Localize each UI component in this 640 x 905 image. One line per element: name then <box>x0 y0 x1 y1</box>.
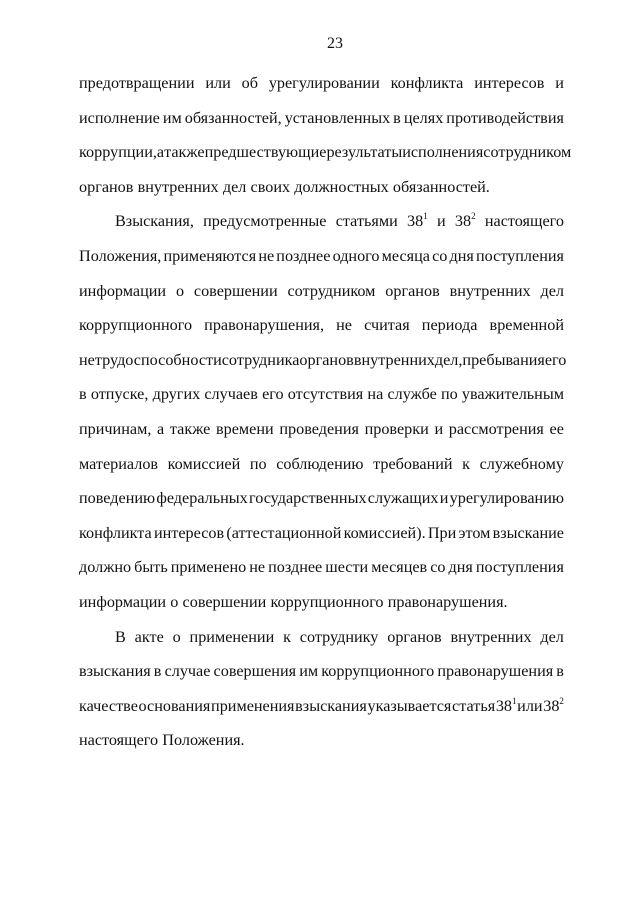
word: своих <box>250 177 291 196</box>
word: исполнения <box>402 143 484 162</box>
text-line <box>79 592 564 627</box>
word: внутренних <box>137 177 219 196</box>
word: указывается <box>367 696 452 715</box>
word: обязанностей. <box>392 177 490 196</box>
word: уважительным <box>461 385 564 404</box>
word: других <box>152 385 201 404</box>
word: к <box>462 454 471 473</box>
word: дел <box>222 177 247 196</box>
text-line <box>79 246 564 281</box>
superscript: 1 <box>423 211 428 222</box>
word: применении <box>189 627 275 646</box>
word: дня <box>448 558 473 577</box>
word: одного <box>332 246 380 265</box>
word: периода <box>421 316 478 335</box>
word: и <box>434 419 444 438</box>
word: со <box>432 246 448 265</box>
word: службе <box>387 385 437 404</box>
word: комиссией <box>167 454 241 473</box>
document-body <box>79 73 572 765</box>
word: обязанностей, <box>184 108 282 127</box>
word: правонарушения <box>437 662 554 681</box>
word: совершении <box>182 592 267 611</box>
word: применения <box>211 696 295 715</box>
word: и <box>439 489 449 508</box>
word: также <box>169 419 211 438</box>
word: случаев <box>204 385 258 404</box>
word: поступления <box>475 246 564 265</box>
word: интересов <box>153 523 225 542</box>
word: и <box>436 212 446 231</box>
text-line <box>79 661 564 696</box>
word: информации <box>79 281 167 300</box>
word: этом <box>458 523 491 542</box>
word: статья <box>452 696 496 715</box>
word: урегулированию <box>449 489 564 508</box>
word: $38^2$ <box>454 211 476 231</box>
word: применено <box>170 558 247 577</box>
word: его <box>544 350 567 369</box>
superscript: 2 <box>471 211 476 222</box>
text-line <box>79 696 564 731</box>
word: сотрудником <box>287 281 376 300</box>
page-number: 23 <box>327 35 343 52</box>
text-line <box>79 384 564 419</box>
word: в <box>79 385 87 404</box>
word: или <box>517 696 543 715</box>
word: поведению <box>79 489 156 508</box>
word: взыскание <box>492 523 564 542</box>
word: считая <box>364 316 410 335</box>
word: исполнение <box>79 108 160 127</box>
word: Положения, <box>79 246 162 265</box>
word: о <box>172 627 181 646</box>
text-line <box>79 523 564 558</box>
word: сотрудника <box>221 350 300 369</box>
word: в <box>393 108 401 127</box>
word: случае <box>164 662 211 681</box>
word: а <box>156 143 165 162</box>
word: основания <box>138 696 211 715</box>
word: позднее <box>268 558 323 577</box>
word: сотруднику <box>299 627 379 646</box>
word: взыскания <box>295 696 367 715</box>
word: дел, <box>434 350 463 369</box>
text-line <box>79 73 564 108</box>
word: не <box>258 246 275 265</box>
word: рассмотрения <box>448 419 544 438</box>
word: целях <box>403 108 444 127</box>
word: месяца <box>381 246 430 265</box>
word: по <box>249 454 267 473</box>
word: результаты <box>326 143 403 162</box>
word: месяцев <box>371 558 428 577</box>
word: времени <box>216 419 274 438</box>
word: быть <box>134 558 168 577</box>
word: При <box>427 523 457 542</box>
word: коррупционного <box>321 662 435 681</box>
word: установленных <box>284 108 391 127</box>
text-line <box>79 142 572 177</box>
word: совершении <box>193 281 278 300</box>
text-line <box>79 627 564 662</box>
text-line <box>79 350 567 385</box>
paragraph-act-basis <box>79 627 564 765</box>
word: предотвращении <box>79 74 195 92</box>
word: об <box>241 74 258 92</box>
word: государственных <box>248 489 367 508</box>
word: а <box>157 419 165 438</box>
word: внутренних <box>449 281 531 300</box>
text-line <box>79 177 564 212</box>
word: материалов <box>79 454 159 473</box>
word: качестве <box>79 696 138 715</box>
text-line <box>79 211 564 246</box>
word: по <box>440 385 458 404</box>
text-line <box>79 488 564 523</box>
word: статьями <box>335 212 398 231</box>
word: $38^1$ <box>407 211 428 231</box>
word: правонарушения. <box>387 592 508 611</box>
text-line <box>79 419 564 454</box>
superscript: 2 <box>559 695 564 706</box>
word: не <box>336 316 352 335</box>
word: ее <box>549 419 564 438</box>
word: дел <box>540 281 564 300</box>
word: им <box>299 662 319 681</box>
word: предусмотренные <box>203 212 327 231</box>
word: должностных <box>294 177 389 196</box>
word: служащих <box>367 489 439 508</box>
word: также <box>164 143 205 162</box>
word: $38^1$ <box>495 695 517 715</box>
word: конфликта <box>390 74 464 92</box>
text-line <box>79 281 564 316</box>
word: проверки <box>364 419 429 438</box>
word: интересов <box>474 74 545 92</box>
word: настоящего <box>484 212 564 231</box>
word: В <box>115 627 126 646</box>
word: органов <box>299 350 354 369</box>
word: (аттестационной <box>226 523 342 542</box>
word: применяются <box>163 246 257 265</box>
superscript: 1 <box>512 695 517 706</box>
word: шести <box>325 558 369 577</box>
word: позднее <box>276 246 331 265</box>
word: предшествующие <box>204 143 327 162</box>
word: $38^2$ <box>543 695 564 715</box>
word: Взыскания, <box>115 212 194 231</box>
word: дня <box>449 246 474 265</box>
text-line <box>79 315 564 350</box>
word: о <box>175 281 185 300</box>
word: или <box>205 74 231 92</box>
word: коррупционного <box>270 592 384 611</box>
word: акте <box>134 627 164 646</box>
word: в <box>153 662 162 681</box>
paragraph-penalties-timing <box>79 211 567 626</box>
word: органов <box>387 627 442 646</box>
word: органов <box>79 177 134 196</box>
word: причинам, <box>79 419 152 438</box>
word: проведения <box>279 419 359 438</box>
word: отсутствия <box>287 385 364 404</box>
word: настоящего <box>79 731 159 750</box>
word: временной <box>489 316 564 335</box>
paragraph-continuation <box>79 73 572 211</box>
word: пребывания <box>462 350 545 369</box>
word: в <box>556 662 564 681</box>
text-line <box>79 108 564 143</box>
word: конфликта <box>79 523 152 542</box>
word: противодействия <box>446 108 564 127</box>
word: коррупционного <box>79 316 193 335</box>
word: дел <box>540 627 564 646</box>
word: к <box>283 627 291 646</box>
word: коррупции, <box>79 143 157 162</box>
word: федеральных <box>156 489 248 508</box>
word: взыскания <box>79 662 151 681</box>
word: о <box>170 592 179 611</box>
word: поступления <box>475 558 564 577</box>
word: им <box>162 108 182 127</box>
word: отпуске, <box>90 385 149 404</box>
word: со <box>430 558 446 577</box>
text-line <box>79 454 564 489</box>
text-line <box>79 730 564 765</box>
word: урегулировании <box>268 74 380 92</box>
word: органов <box>385 281 440 300</box>
word: нетрудоспособности <box>79 350 222 369</box>
word: совершения <box>213 662 297 681</box>
word: должно <box>79 558 132 577</box>
word: внутренних <box>450 627 532 646</box>
word: соблюдению <box>276 454 364 473</box>
word: правонарушения, <box>204 316 325 335</box>
word: информации <box>79 592 167 611</box>
word: не <box>249 558 266 577</box>
word: комиссией). <box>343 523 426 542</box>
word: и <box>555 74 564 92</box>
word: Положения. <box>162 731 245 750</box>
word: его <box>262 385 284 404</box>
text-line <box>79 557 564 592</box>
word: на <box>367 385 384 404</box>
word: служебному <box>479 454 564 473</box>
word: требований <box>373 454 453 473</box>
word: сотрудником <box>483 143 572 162</box>
word: внутренних <box>353 350 435 369</box>
